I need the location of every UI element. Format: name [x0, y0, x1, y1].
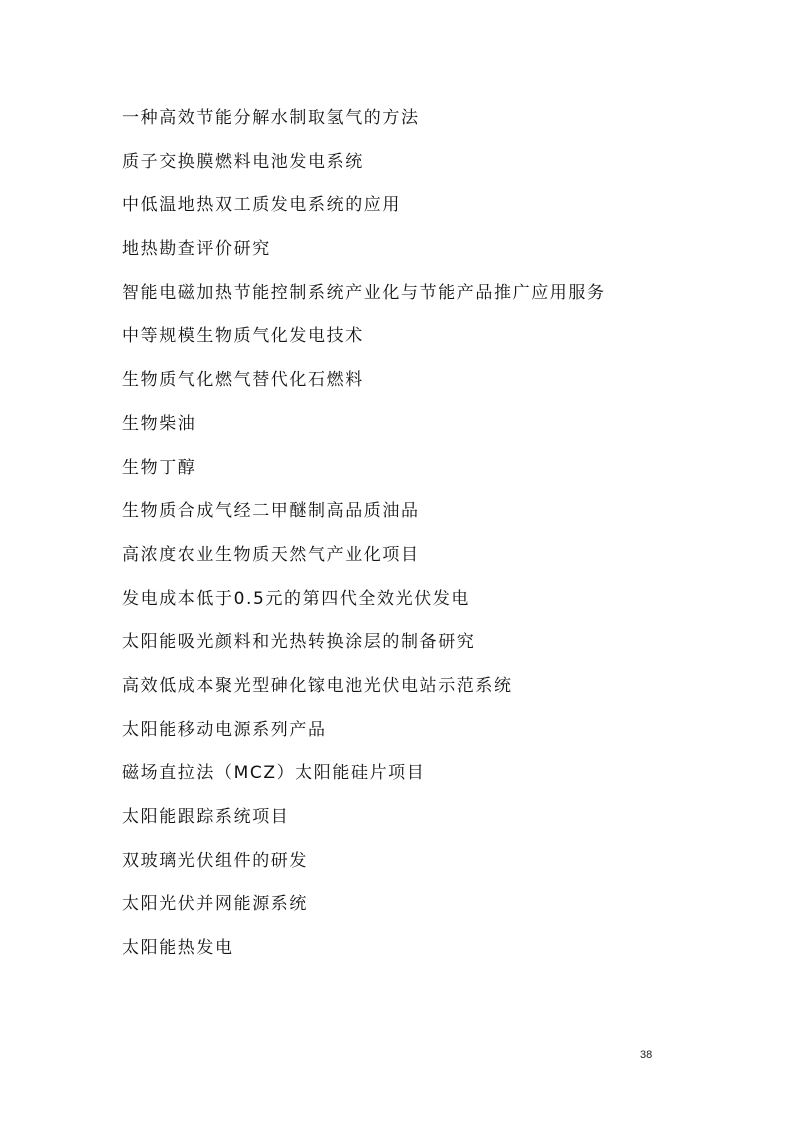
list-item: 太阳能热发电 — [122, 938, 234, 959]
list-item: 磁场直拉法（MCZ）太阳能硅片项目 — [122, 763, 426, 784]
project-list — [122, 104, 606, 978]
list-item: 高效低成本聚光型砷化镓电池光伏电站示范系统 — [122, 675, 513, 696]
list-item: 太阳光伏并网能源系统 — [122, 894, 308, 915]
list-item: 地热勘查评价研究 — [122, 239, 271, 260]
list-item: 生物丁醇 — [122, 457, 197, 478]
list-item: 生物质气化燃气替代化石燃料 — [122, 370, 364, 391]
list-item: 发电成本低于0.5元的第四代全效光伏发电 — [122, 588, 471, 609]
list-item: 太阳能吸光颜料和光热转换涂层的制备研究 — [122, 632, 476, 653]
list-item: 质子交换膜燃料电池发电系统 — [122, 151, 364, 172]
list-item: 智能电磁加热节能控制系统产业化与节能产品推广应用服务 — [122, 282, 606, 303]
list-item: 生物质合成气经二甲醚制高品质油品 — [122, 501, 420, 522]
list-item: 中低温地热双工质发电系统的应用 — [122, 195, 401, 216]
list-item: 太阳能跟踪系统项目 — [122, 807, 290, 827]
list-item: 双玻璃光伏组件的研发 — [122, 850, 308, 871]
list-item: 高浓度农业生物质天然气产业化项目 — [122, 544, 420, 565]
list-item: 生物柴油 — [122, 413, 197, 434]
list-item: 中等规模生物质气化发电技术 — [122, 326, 364, 347]
list-item: 一种高效节能分解水制取氢气的方法 — [122, 108, 420, 128]
page-number: 38 — [640, 1049, 653, 1061]
list-item: 太阳能移动电源系列产品 — [122, 719, 327, 740]
